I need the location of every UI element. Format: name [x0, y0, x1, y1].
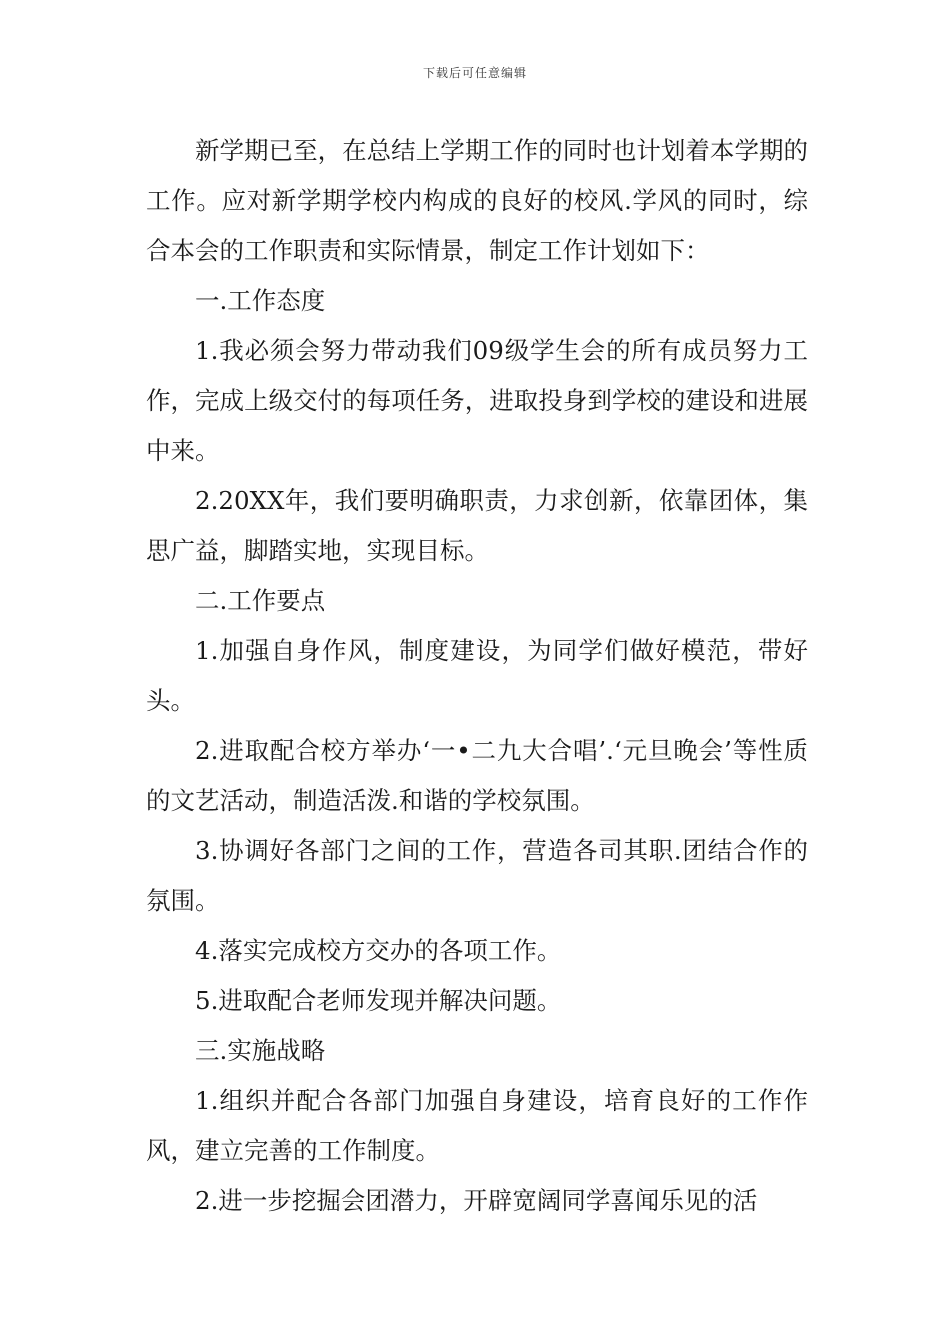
paragraph-strategy-2: 2.进一步挖掘会团潜力，开辟宽阔同学喜闻乐见的活: [195, 1186, 758, 1215]
paragraph-strategy-1: 1.组织并配合各部门加强自身建设，培育良好的工作作风，建立完善的工作制度。: [146, 1086, 808, 1165]
paragraph-points-5: 5.进取配合老师发现并解决问题。: [195, 986, 562, 1015]
paragraph-points-2: 2.进取配合校方举办‘一•二九大合唱’.‘元旦晚会’等性质的文艺活动，制造活泼.和谐的学校氛围。: [146, 736, 808, 815]
paragraph-attitude-2: 2.20XX年，我们要明确职责，力求创新，依靠团体，集思广益，脚踏实地，实现目标。: [146, 486, 808, 565]
section-heading-work-points: 二.工作要点: [195, 586, 326, 615]
section-heading-strategy: 三.实施战略: [195, 1036, 326, 1065]
page-header: 下载后可任意编辑: [422, 66, 527, 80]
section-heading-work-attitude: 一.工作态度: [195, 286, 326, 315]
document-body: [146, 126, 808, 1226]
paragraph-points-4: 4.落实完成校方交办的各项工作。: [195, 936, 562, 965]
paragraph-points-1: 1.加强自身作风，制度建设，为同学们做好模范，带好头。: [146, 636, 808, 715]
paragraph-intro: 新学期已至，在总结上学期工作的同时也计划着本学期的工作。应对新学期学校内构成的良好的校风.学风的同时，综合本会的工作职责和实际情景，制定工作计划如下：: [146, 136, 808, 265]
paragraph-attitude-1: 1.我必须会努力带动我们09级学生会的所有成员努力工作，完成上级交付的每项任务，进取投身到学校的建设和进展中来。: [146, 336, 808, 465]
paragraph-points-3: 3.协调好各部门之间的工作，营造各司其职.团结合作的氛围。: [146, 836, 808, 915]
